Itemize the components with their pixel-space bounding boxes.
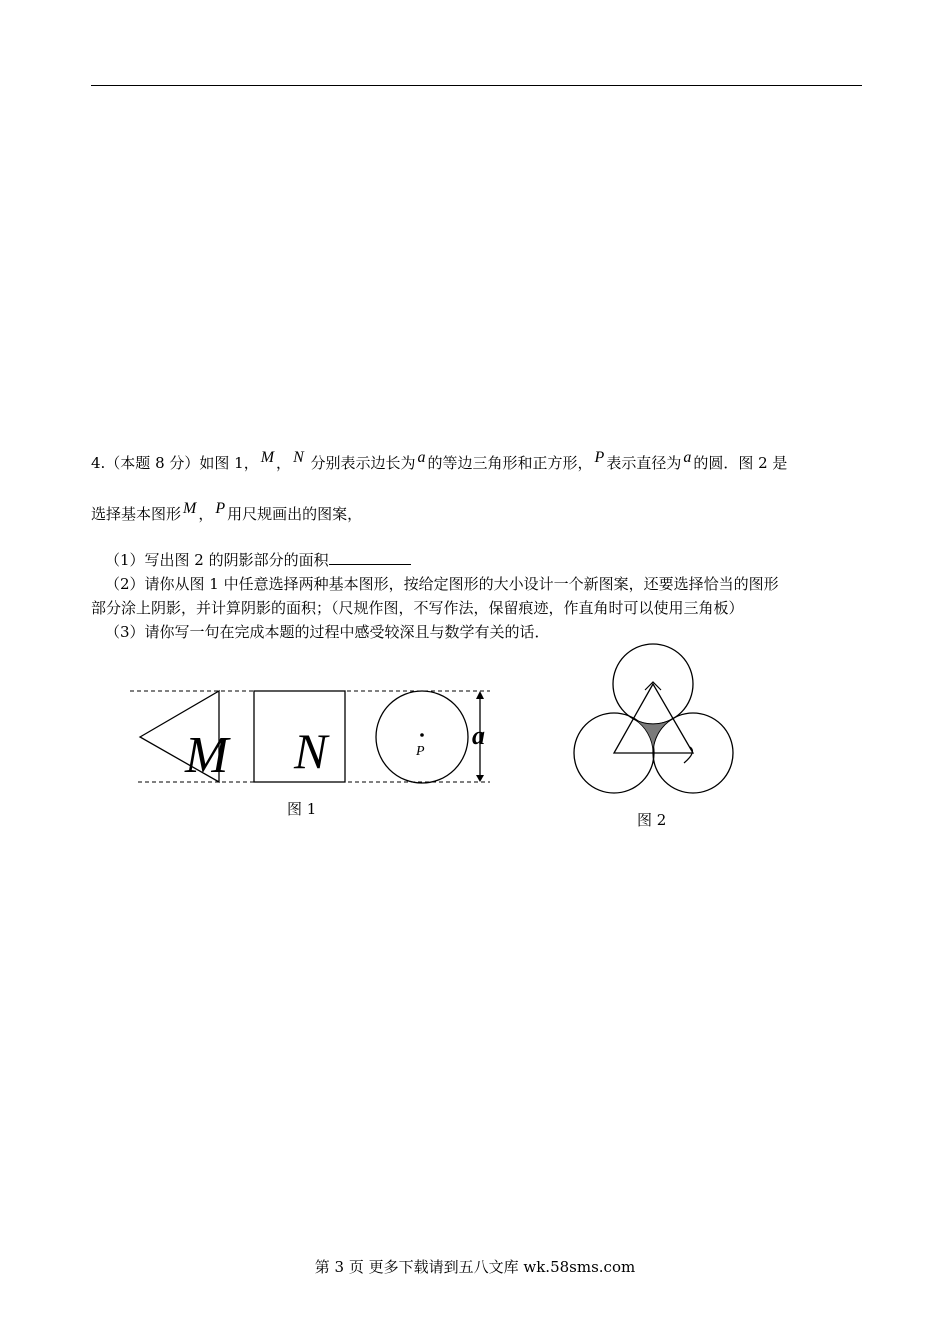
var-n: N <box>293 449 304 466</box>
label-a: a <box>472 721 485 750</box>
var-m: M <box>183 500 197 517</box>
var-p: P <box>215 500 226 517</box>
arrow-down-head <box>476 775 484 782</box>
part-2-text: 部分涂上阴影，并计算阴影的面积；（尺规作图，不写作法，保留痕迹，作直角时可以使用三角板） <box>91 599 744 617</box>
intro-text: 的等边三角形和正方形， <box>427 454 593 472</box>
circle-shape <box>376 691 468 783</box>
label-p: P <box>416 744 425 759</box>
part-2-text: （2）请你从图 1 中任意选择两种基本图形，按给定图形的大小设计一个新图案，还要选择恰当的图形 <box>105 575 779 593</box>
separator: ， <box>276 454 292 472</box>
shaded-region <box>633 719 673 753</box>
arrow-up-head <box>476 691 484 699</box>
var-a: a <box>683 449 692 466</box>
intro-text: 选择基本图形 <box>91 505 182 523</box>
intro-text: 用尺规画出的图案， <box>227 505 363 523</box>
circle-center-dot <box>420 733 424 737</box>
part-1-text: （1）写出图 2 的阴影部分的面积 <box>105 551 329 569</box>
var-m: M <box>260 449 275 466</box>
label-n: N <box>294 723 328 779</box>
intro-text: 4.（本题 8 分）如图 1， <box>91 454 259 472</box>
intro-text: 分别表示边长为 <box>305 454 416 472</box>
var-a: a <box>417 449 426 466</box>
part-3-text: （3）请你写一句在完成本题的过程中感受较深且与数学有关的话． <box>105 623 550 641</box>
separator: ， <box>198 505 214 523</box>
page-footer: 第 3 页 更多下载请到五八文库 wk.58sms.com <box>314 1258 636 1276</box>
figure-1-caption: 图 1 <box>287 800 317 818</box>
intro-text: 表示直径为 <box>606 454 682 472</box>
label-m: M <box>185 727 229 784</box>
var-p: P <box>594 449 605 466</box>
figure-2-caption: 图 2 <box>637 811 667 829</box>
intro-text: 的圆．图 2 是 <box>693 454 788 472</box>
